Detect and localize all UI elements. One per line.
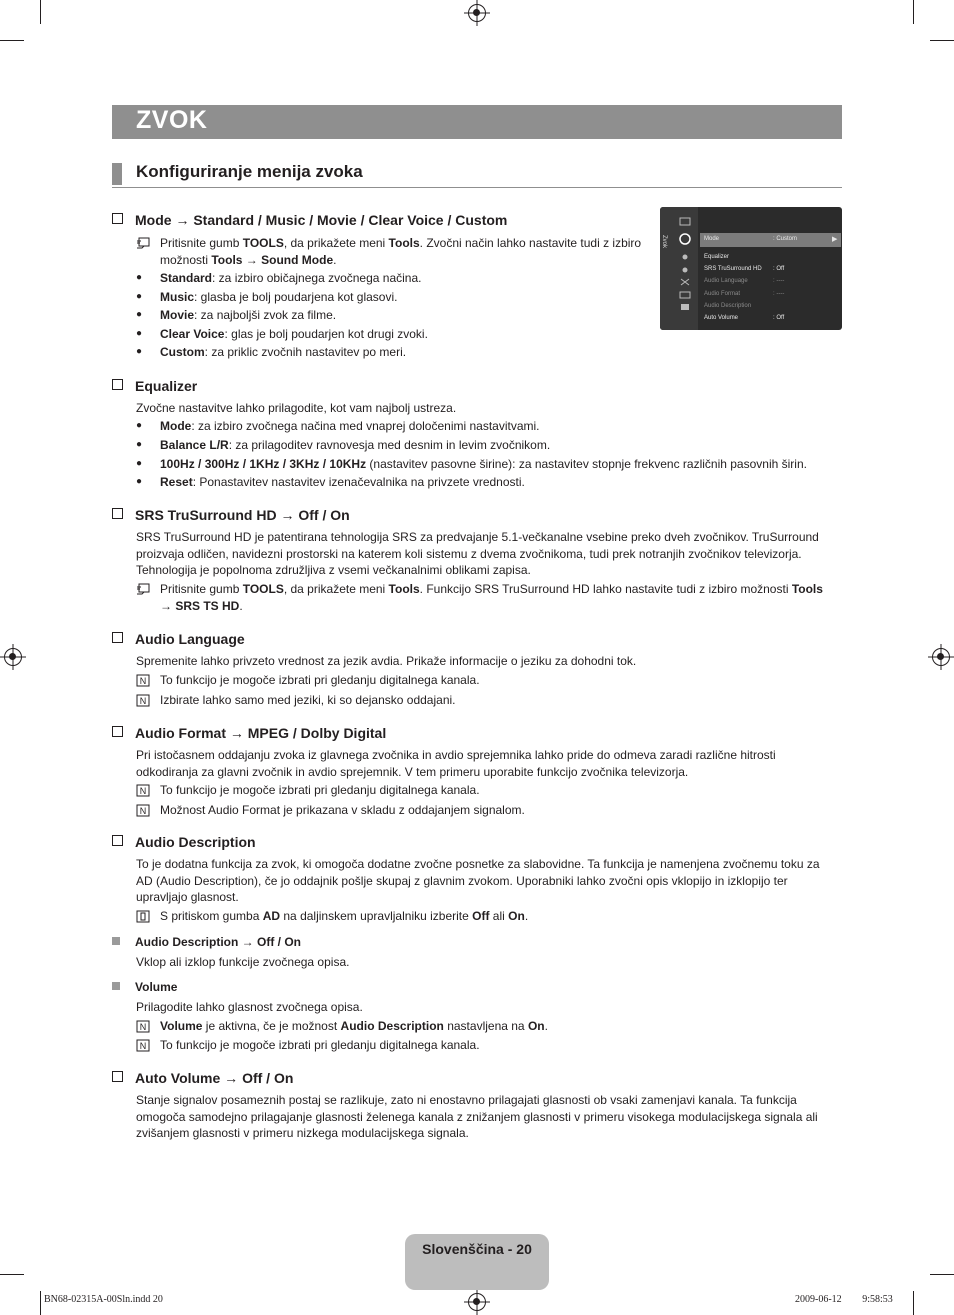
registration-mark-icon — [932, 648, 950, 666]
paragraph: Spremenite lahko privzeto vrednost za jezik avdia. Prikaže informacije o jeziku za dohodni tok. — [136, 654, 637, 668]
page-title: ZVOK — [136, 106, 208, 134]
section-heading-mode: Mode → Standard / Music / Movie / Clear Voice / Custom — [112, 212, 507, 228]
page-number-tab — [405, 1234, 549, 1290]
svg-text:N: N — [139, 806, 147, 816]
crop-mark — [0, 40, 24, 41]
svg-text:N: N — [139, 786, 147, 796]
paragraph: Stanje signalov posameznih postaj se razlikuje, zato ni enostavno prilagajati glasnosti ob vsaki zamenjavi kanala. Ta funkcija omogoča samodejno prilagajanje glasnosti želenega kanala z znižanjem glasnosti v primeru visokega modulacijskega signala ali zvišanjem glasnosti v primeru nizkega modulacijskega signala. — [136, 1093, 818, 1140]
paragraph: SRS TruSurround HD je patentirana tehnologija SRS za predvajanje 5.1-večkanalne vsebine preko dveh zvočnikov. TruSurround proizvaja odličen, navidezni prostorski na katerem koli sistemu z dvema zvočnikoma, tudi prek notranjih zvočnikov televizorja. Tehnologija je popolnoma združljiva z vsemi večkanalnimi oblikami zapisa. — [136, 530, 819, 577]
crop-mark — [40, 1291, 41, 1315]
checkbox-square-icon — [112, 379, 123, 390]
paragraph: Pri istočasnem oddajanju zvoka iz glavnega zvočnika in avdio sprejemnika lahko pride do odmeva zaradi različne hitrosti odkodiranja za glavni zvočnik in avdio sprejemnik. V tem primeru uporabite funkcijo zvočnika televizorja. — [136, 748, 776, 779]
paragraph: Zvočne nastavitve lahko prilagodite, kot vam najbolj ustreza. — [136, 401, 457, 415]
paragraph: To je dodatna funkcija za zvok, ki omogoča dodatne zvočne posnetke za slabovidne. Ta funkcija je namenjena zvočnemu toku za AD (Audio Description), če jo oddajnik pošlje skupaj z glavnim zvokom. Uporabniki lahko zvočni opis vklopijo in izklopijo ter upravljajo glasnost. — [136, 857, 820, 904]
footer-timestamp: 2009-06-12 ￿￿ 9:58:53 — [795, 1294, 893, 1305]
section-heading-auto-volume: Auto Volume → Off / On — [112, 1070, 293, 1086]
note-icon — [136, 674, 150, 687]
svg-text:N: N — [139, 696, 147, 706]
section-heading-equalizer: Equalizer — [112, 378, 197, 394]
osd-row-audio-description: Audio Description — [704, 303, 752, 309]
checkbox-square-icon — [112, 213, 123, 224]
section-heading-audio-format: Audio Format → MPEG / Dolby Digital — [112, 725, 386, 741]
note-icon — [136, 804, 150, 817]
paragraph: Vklop ali izklop funkcije zvočnega opisa. — [136, 955, 350, 969]
crop-mark — [913, 1291, 914, 1315]
osd-row-auto-volume[interactable]: Auto Volume : Off — [704, 315, 785, 321]
tools-note-icon — [136, 583, 150, 596]
registration-mark-icon — [468, 1293, 486, 1311]
registration-mark-icon — [4, 648, 22, 666]
checkbox-square-icon — [112, 1071, 123, 1082]
subtitle-marker — [112, 163, 122, 185]
osd-row-audio-format: Audio Format : ---- — [704, 291, 785, 297]
osd-row-audio-language: Audio Language : ---- — [704, 278, 785, 284]
registration-mark-icon — [468, 4, 486, 22]
section-heading-srs: SRS TruSurround HD → Off / On — [112, 507, 350, 523]
crop-mark — [930, 40, 954, 41]
osd-side-label: Zvok — [661, 235, 667, 249]
checkbox-square-icon — [112, 726, 123, 737]
crop-mark — [913, 0, 914, 24]
note-icon — [136, 784, 150, 797]
crop-mark — [40, 0, 41, 24]
crop-mark — [0, 1274, 24, 1275]
checkbox-square-icon — [112, 632, 123, 643]
square-bullet-icon — [112, 937, 120, 945]
section-subtitle — [112, 161, 842, 188]
svg-text:N: N — [139, 1022, 147, 1032]
note-icon — [136, 1039, 150, 1052]
footer-filename: BN68-02315A-00Sln.indd 20 — [44, 1294, 163, 1305]
section-heading-audio-language: Audio Language — [112, 631, 245, 647]
note-icon — [136, 1020, 150, 1033]
subsection-heading-ad-toggle: Audio Description → Off / On — [112, 935, 301, 949]
svg-text:N: N — [139, 676, 147, 686]
checkbox-square-icon — [112, 508, 123, 519]
subsection-heading-volume: Volume — [112, 980, 177, 994]
paragraph: Prilagodite lahko glasnost zvočnega opisa. — [136, 1000, 363, 1014]
remote-control-icon — [136, 910, 150, 923]
crop-mark — [930, 1274, 954, 1275]
section-heading-audio-description: Audio Description — [112, 834, 256, 850]
arrow-right-icon: ▶ — [832, 236, 838, 243]
checkbox-square-icon — [112, 835, 123, 846]
tools-note-icon — [136, 237, 150, 250]
square-bullet-icon — [112, 982, 120, 990]
osd-row-srs[interactable]: SRS TruSurround HD : Off — [704, 266, 785, 272]
page-number: Slovenščina - 20 — [422, 1241, 532, 1257]
svg-text:N: N — [139, 1041, 147, 1051]
note-icon — [136, 694, 150, 707]
page-title-bar — [112, 105, 842, 139]
osd-row-equalizer[interactable]: Equalizer — [704, 254, 730, 260]
osd-row-mode[interactable]: Mode : Custom ▶ — [704, 236, 838, 243]
subtitle-text: Konfiguriranje menija zvoka — [136, 162, 363, 181]
